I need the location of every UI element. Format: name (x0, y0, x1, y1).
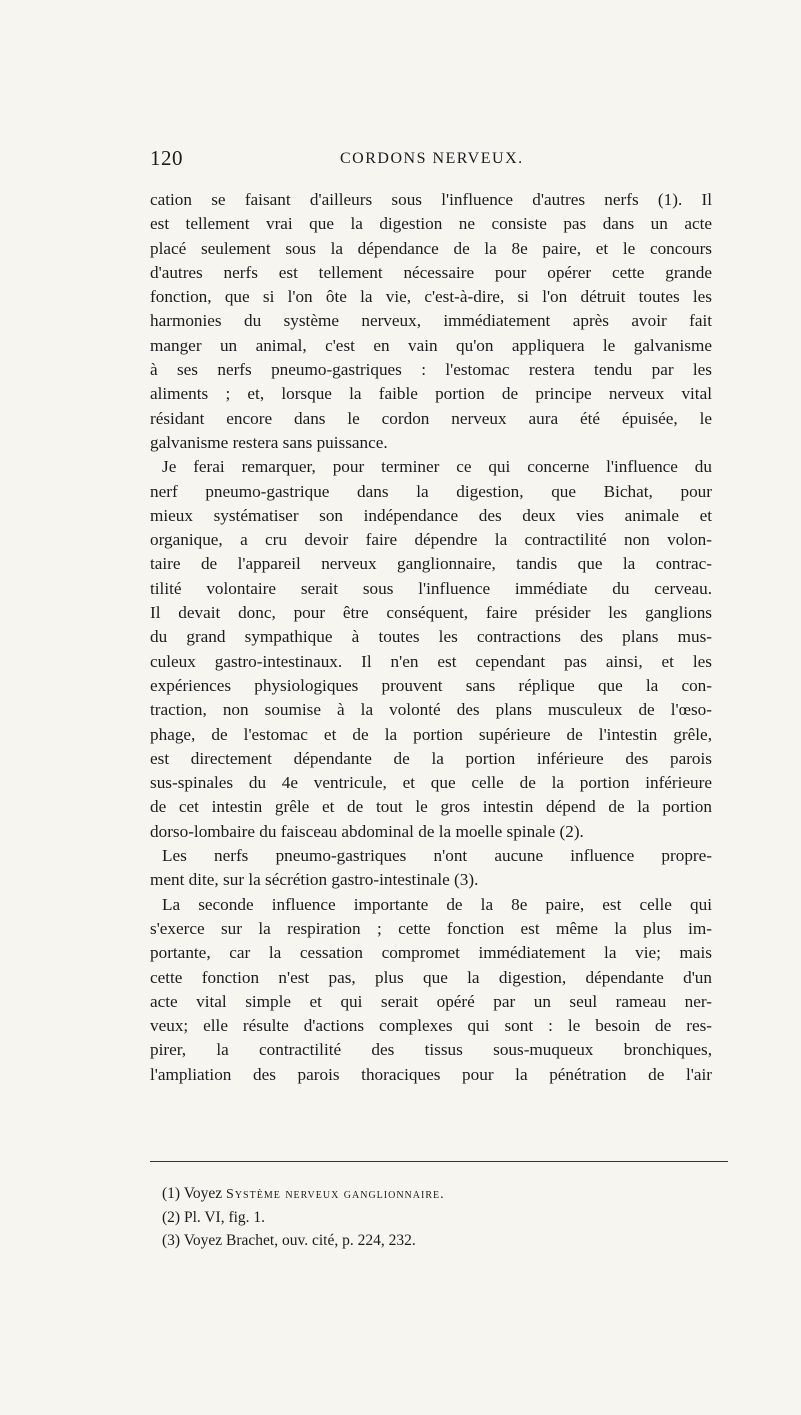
text-line: est tellement vrai que la digestion ne consiste pas dans un acte (150, 214, 712, 234)
text-line: harmonies du système nerveux, immédiatement après avoir fait (150, 311, 712, 331)
text-line: aliments ; et, lorsque la faible portion de principe nerveux vital (150, 384, 712, 404)
text-line: veux; elle résulte d'actions complexes qui sont : le besoin de res- (150, 1016, 712, 1036)
text-line: sus-spinales du 4e ventricule, et que celle de la portion inférieure (150, 773, 712, 793)
text-line: taire de l'appareil nerveux ganglionnaire, tandis que la contrac- (150, 554, 712, 574)
text-line: culeux gastro-intestinaux. Il n'en est cependant pas ainsi, et les (150, 651, 712, 671)
text-line: acte vital simple et qui serait opéré par un seul rameau ner- (150, 991, 712, 1011)
footnote-2 (162, 1206, 722, 1229)
text-line: manger un animal, c'est en vain qu'on appliquera le galvanisme (150, 335, 712, 355)
text-line: dorso-lombaire du faisceau abdominal de la moelle spinale (2). (150, 821, 584, 841)
text-line: l'ampliation des parois thoraciques pour la pénétration de l'air (150, 1064, 712, 1084)
text-line: Les nerfs pneumo-gastriques n'ont aucune influence propre- (162, 846, 712, 866)
text-line: fonction, que si l'on ôte la vie, c'est-à-dire, si l'on détruit toutes les (150, 287, 712, 307)
text-line: cette fonction n'est pas, plus que la digestion, dépendante d'un (150, 967, 712, 987)
text-line: de cet intestin grêle et de tout le gros intestin dépend de la portion (150, 797, 712, 817)
text-line: placé seulement sous la dépendance de la 8e paire, et le concours (150, 238, 712, 258)
text-line: mieux systématiser son indépendance des deux vies animale et (150, 505, 712, 525)
footnote-text: Pl. VI, fig. 1. (183, 1209, 266, 1226)
page-header (150, 146, 640, 176)
text-line: nerf pneumo-gastrique dans la digestion, que Bichat, pour (150, 481, 712, 501)
text-line: pirer, la contractilité des tissus sous-muqueux bronchiques, (150, 1040, 712, 1060)
text-line: portante, car la cessation compromet immédiatement la vie; mais (150, 943, 712, 963)
footnote-mark: (1) (162, 1185, 181, 1202)
footnote-divider (150, 1161, 728, 1162)
text-line: ment dite, sur la sécrétion gastro-intestinale (3). (150, 870, 479, 890)
text-line: est directement dépendante de la portion inférieure des parois (150, 748, 712, 768)
text-line: d'autres nerfs est tellement nécessaire pour opérer cette grande (150, 262, 712, 282)
text-line: traction, non soumise à la volonté des plans musculeux de l'œso- (150, 700, 712, 720)
text-line: phage, de l'estomac et de la portion supérieure de l'intestin grêle, (150, 724, 712, 744)
page-number: 120 (150, 146, 183, 170)
footnote-smallcaps: Système nerveux ganglionnaire. (226, 1187, 445, 1202)
text-line: résidant encore dans le cordon nerveux aura été épuisée, le (150, 408, 712, 428)
text-line: du grand sympathique à toutes les contractions des plans mus- (150, 627, 712, 647)
text-line: organique, a cru devoir faire dépendre la contractilité non volon- (150, 530, 712, 550)
body-text (150, 188, 712, 1087)
text-line: tilité volontaire serait sous l'influence immédiate du cerveau. (150, 578, 712, 598)
footnote-mark: (2) (162, 1209, 181, 1226)
text-line: à ses nerfs pneumo-gastriques : l'estomac restera tendu par les (150, 360, 712, 380)
footnote-text: Voyez Brachet, ouv. cité, p. 224, 232. (183, 1232, 416, 1249)
text-line: expériences physiologiques prouvent sans réplique que la con- (150, 675, 712, 695)
text-line: Il devait donc, pour être conséquent, faire présider les ganglions (150, 603, 712, 623)
text-line: cation se faisant d'ailleurs sous l'influence d'autres nerfs (1). Il (150, 190, 712, 209)
footnote-text: Voyez (183, 1185, 223, 1202)
footnote-1 (162, 1182, 722, 1206)
text-line: La seconde influence importante de la 8e paire, est celle qui (162, 894, 712, 914)
footnote-3 (162, 1229, 722, 1252)
footnotes (162, 1182, 722, 1252)
text-line: Je ferai remarquer, pour terminer ce qui concerne l'influence du (162, 457, 712, 477)
text-line: galvanisme restera sans puissance. (150, 432, 388, 452)
text-line: s'exerce sur la respiration ; cette fonction est même la plus im- (150, 918, 712, 938)
running-title: CORDONS NERVEUX. (340, 150, 524, 167)
footnote-mark: (3) (162, 1232, 181, 1249)
